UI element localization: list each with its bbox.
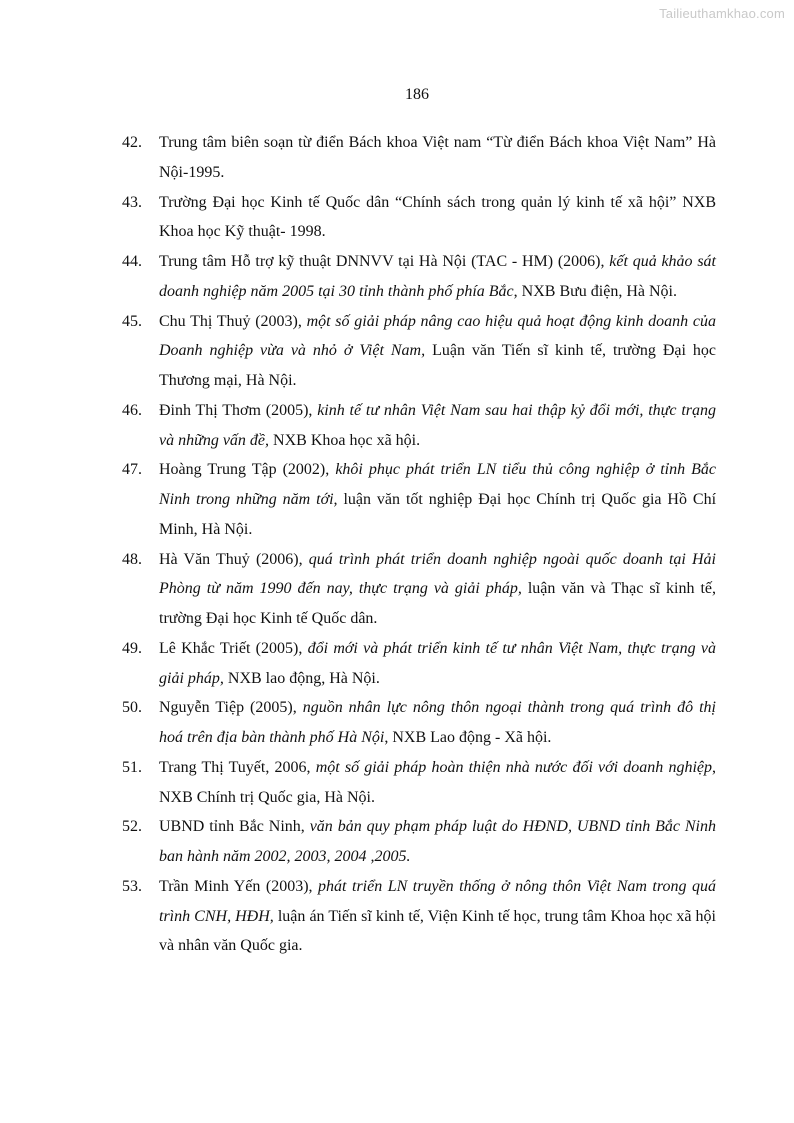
reference-item	[122, 812, 716, 872]
reference-item	[122, 753, 716, 813]
reference-title: văn bản quy phạm pháp luật do HĐND, UBND tỉnh Bắc Ninh ban hành năm 2002, 2003, 2004 ,2005.	[159, 818, 717, 865]
reference-text: Đinh Thị Thơm (2005),	[159, 401, 318, 419]
reference-title: kinh tế tư nhân Việt Nam sau hai thập kỷ đổi mới, thực trạng và những vấn đề,	[159, 401, 716, 449]
reference-text: luận văn và Thạc sĩ kinh tế, trường Đại học Kinh tế Quốc dân.	[159, 580, 716, 627]
reference-number: 52.	[122, 818, 142, 836]
reference-item	[122, 247, 716, 307]
reference-number: 53.	[122, 877, 142, 895]
reference-text: Trung tâm biên soạn từ điển Bách khoa Việt nam “Từ điển Bách khoa Việt Nam” Hà Nội-1995.	[159, 134, 716, 181]
reference-text: Luận văn Tiến sĩ kinh tế, trường Đại học Thương mại, Hà Nội.	[159, 342, 717, 389]
reference-text: luận án Tiến sĩ kinh tế, Viện Kinh tế học, trung tâm Khoa học xã hội và nhân văn Quốc gia.	[159, 907, 716, 955]
reference-text: Hà Văn Thuỷ (2006),	[159, 550, 309, 568]
reference-title: phát triển LN truyền thống ở nông thôn Việt Nam trong quá trình CNH, HĐH,	[159, 877, 717, 925]
reference-item	[122, 307, 716, 396]
reference-number: 45.	[122, 312, 142, 330]
reference-number: 46.	[122, 401, 142, 419]
reference-number: 49.	[122, 639, 142, 657]
reference-number: 48.	[122, 550, 142, 568]
reference-text: Chu Thị Thuỷ (2003),	[159, 312, 307, 330]
reference-number: 51.	[122, 758, 142, 776]
reference-number: 47.	[122, 461, 142, 479]
reference-title: một số giải pháp hoàn thiện nhà nước đối với doanh nghiệp	[315, 758, 712, 776]
reference-item	[122, 693, 716, 753]
watermark: Tailieuthamkhao.com	[659, 6, 785, 21]
reference-title: quá trình phát triển doanh nghiệp ngoài quốc doanh tại Hải Phòng từ năm 1990 đến nay, thực trạng và giải pháp,	[159, 550, 717, 598]
reference-number: 44.	[122, 253, 142, 270]
reference-text: , NXB Bưu điện, Hà Nội.	[513, 282, 677, 300]
reference-title: kết quả khảo sát doanh nghiệp năm 2005 tại 30 tỉnh thành phố phía Bắc	[159, 253, 716, 300]
reference-item	[122, 634, 716, 694]
reference-text: Hoàng Trung Tập (2002),	[159, 461, 336, 479]
reference-item	[122, 455, 716, 544]
reference-item	[122, 188, 716, 248]
reference-item	[122, 872, 716, 961]
reference-list	[122, 128, 716, 961]
reference-text: Trang Thị Tuyết, 2006,	[159, 758, 316, 776]
reference-text: , NXB Chính trị Quốc gia, Hà Nội.	[159, 758, 716, 806]
reference-title: nguồn nhân lực nông thôn ngoại thành trong quá trình đô thị hoá trên địa bàn thành phố Hà Nội	[159, 699, 717, 746]
reference-number: 50.	[122, 699, 142, 717]
page-number: 186	[405, 86, 429, 103]
reference-text: luận văn tốt nghiệp Đại học Chính trị Quốc gia Hồ Chí Minh, Hà Nội.	[159, 491, 717, 538]
reference-number: 43.	[122, 193, 142, 211]
reference-title: khôi phục phát triển LN tiểu thủ công nghiệp ở tỉnh Bắc Ninh trong những năm tới,	[159, 461, 716, 508]
reference-text: UBND tỉnh Bắc Ninh,	[159, 818, 310, 836]
reference-text: Lê Khắc Triết (2005),	[159, 639, 308, 657]
reference-item	[122, 396, 716, 456]
reference-text: Trường Đại học Kinh tế Quốc dân “Chính sách trong quản lý kinh tế xã hội” NXB Khoa học Kỹ thuật- 1998.	[159, 193, 716, 241]
reference-item	[122, 128, 716, 188]
reference-title: một số giải pháp nâng cao hiệu quả hoạt động kinh doanh của Doanh nghiệp vừa và nhỏ ở Việt Nam,	[159, 312, 716, 360]
reference-number: 42.	[122, 134, 142, 151]
reference-text: Trung tâm Hỗ trợ kỹ thuật DNNVV tại Hà Nội (TAC - HM) (2006),	[159, 253, 610, 270]
reference-text: NXB lao động, Hà Nội.	[223, 669, 380, 687]
reference-text: , NXB Lao động - Xã hội.	[384, 729, 552, 746]
reference-title: đổi mới và phát triển kinh tế tư nhân Việt Nam, thực trạng và giải pháp,	[159, 639, 717, 687]
reference-text: NXB Khoa học xã hội.	[269, 431, 421, 449]
reference-item	[122, 545, 716, 634]
reference-text: Nguyễn Tiệp (2005),	[159, 699, 303, 717]
reference-text: Trần Minh Yến (2003),	[159, 877, 319, 895]
